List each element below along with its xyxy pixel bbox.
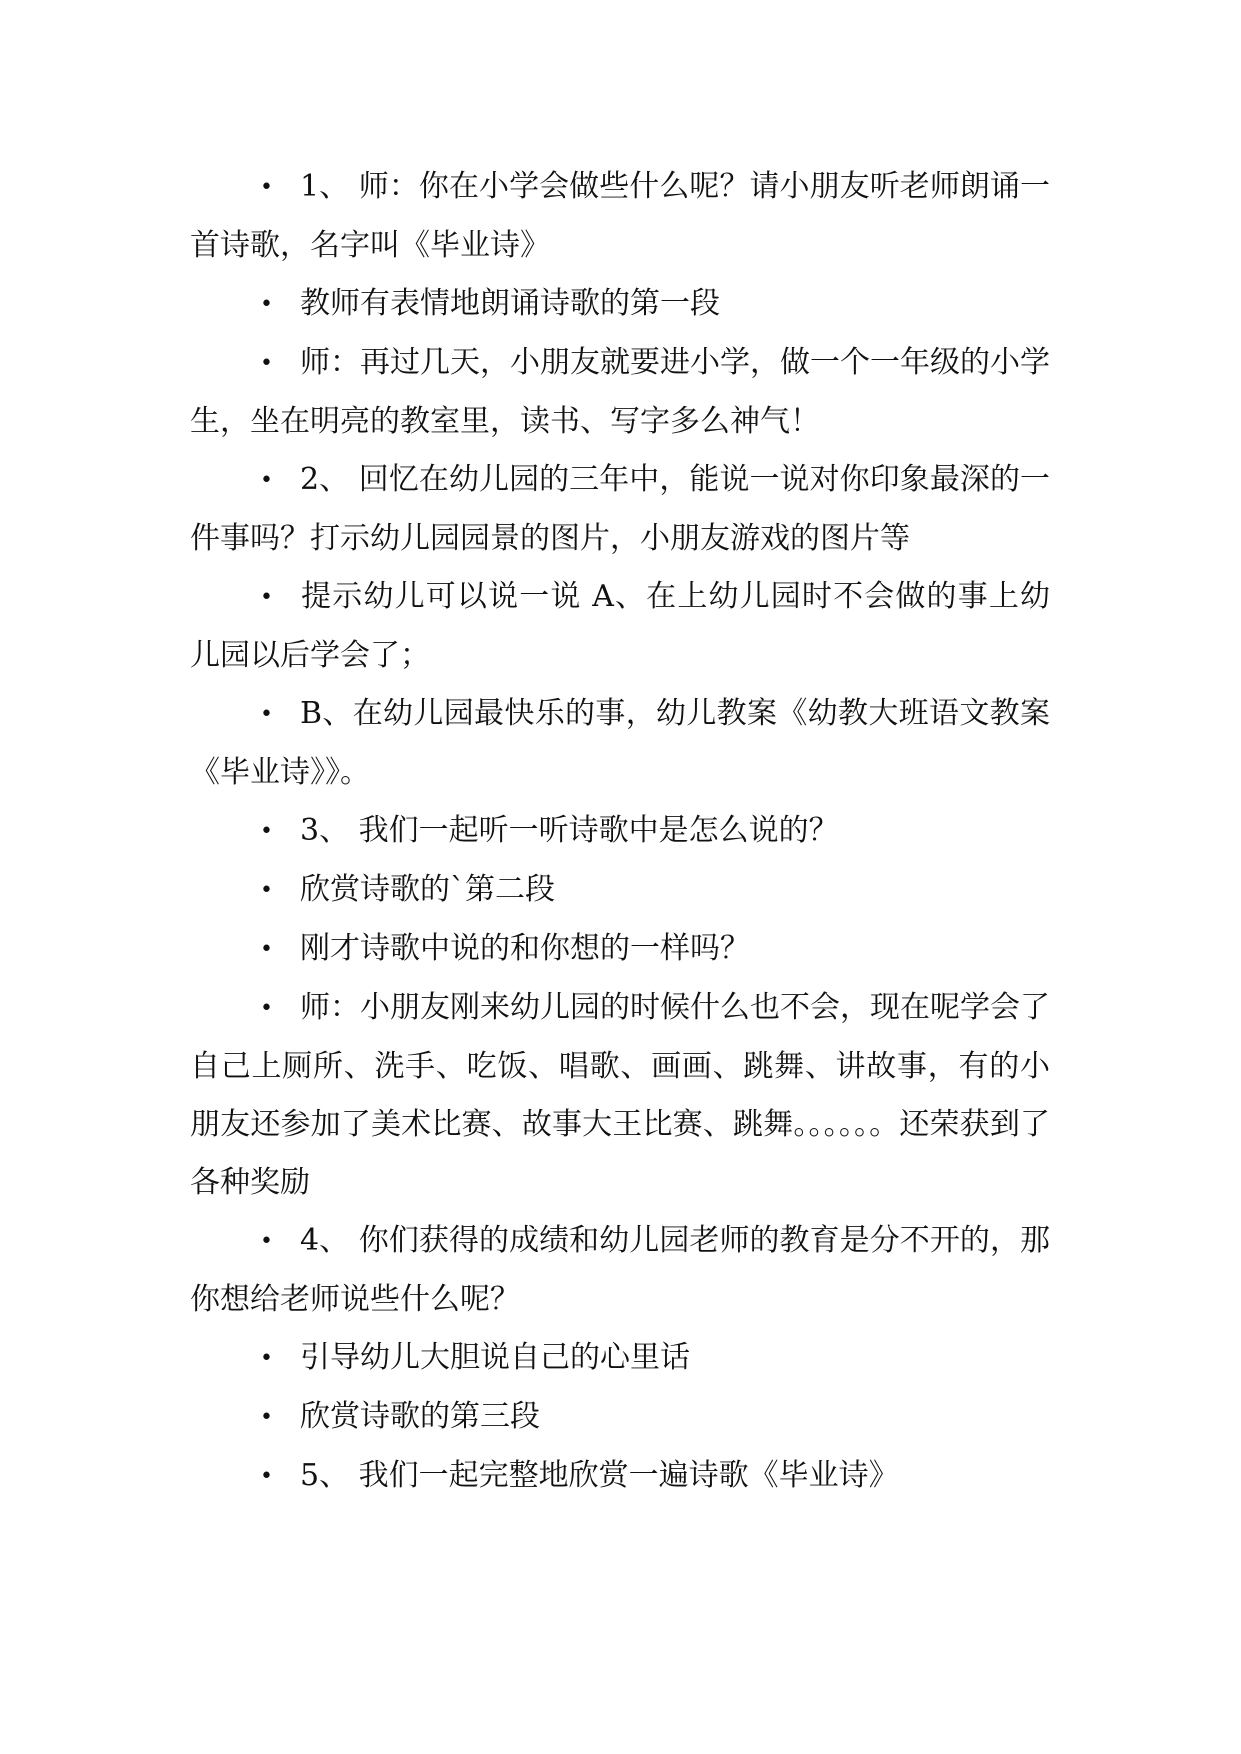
bullet-marker: • — [260, 937, 273, 962]
bullet-marker: • — [260, 878, 273, 903]
paragraph-text: 2、 回忆在幼儿园的三年中，能说一说对你印象最深的一件事吗？打示幼儿园园景的图片，小朋友游戏的图片等 — [190, 462, 1050, 556]
paragraph-10 — [190, 979, 1050, 1212]
paragraph-13 — [190, 1388, 1050, 1447]
paragraph-text: 刚才诗歌中说的和你想的一样吗？ — [300, 931, 750, 966]
paragraph-text: 4、 你们获得的成绩和幼儿园老师的教育是分不开的，那你想给老师说些什么呢？ — [190, 1223, 1050, 1317]
bullet-marker: • — [260, 996, 273, 1021]
paragraph-8 — [190, 861, 1050, 920]
bullet-marker: • — [260, 468, 273, 493]
paragraph-12 — [190, 1329, 1050, 1388]
bullet-marker: • — [260, 819, 273, 844]
paragraph-6 — [190, 685, 1050, 802]
paragraph-text: B、在幼儿园最快乐的事，幼儿教案《幼教大班语文教案 《毕业诗》》。 — [190, 696, 1050, 790]
paragraph-text: 教师有表情地朗诵诗歌的第一段 — [300, 286, 720, 321]
bullet-marker: • — [260, 292, 273, 317]
paragraph-text: 欣赏诗歌的`第二段 — [300, 872, 555, 907]
paragraph-text: 欣赏诗歌的第三段 — [300, 1399, 540, 1434]
bullet-marker: • — [260, 1405, 273, 1430]
paragraph-1 — [190, 158, 1050, 275]
bullet-marker: • — [260, 585, 273, 610]
paragraph-text: 1、 师：你在小学会做些什么呢？请小朋友听老师朗诵一首诗歌，名字叫《毕业诗》 — [190, 169, 1050, 263]
paragraph-9 — [190, 920, 1050, 979]
bullet-marker: • — [260, 351, 273, 376]
paragraph-11 — [190, 1212, 1050, 1329]
paragraph-text: 提示幼儿可以说一说 A、在上幼儿园时不会做的事上幼儿园以后学会了； — [190, 579, 1050, 673]
document-body — [190, 158, 1050, 1506]
paragraph-5 — [190, 568, 1050, 685]
paragraph-text: 3、 我们一起听一听诗歌中是怎么说的？ — [300, 813, 839, 848]
bullet-marker: • — [260, 175, 273, 200]
paragraph-text: 师：小朋友刚来幼儿园的时候什么也不会，现在呢学会了自己上厕所、洗手、吃饭、唱歌、画画、跳舞、讲故事，有的小朋友还参加了美术比赛、故事大王比赛、跳舞。。。。。。还荣获到了各种奖励 — [190, 990, 1050, 1200]
paragraph-text: 5、 我们一起完整地欣赏一遍诗歌《毕业诗》 — [300, 1458, 899, 1493]
paragraph-14 — [190, 1447, 1050, 1506]
paragraph-7 — [190, 802, 1050, 861]
bullet-marker: • — [260, 1229, 273, 1254]
paragraph-text: 引导幼儿大胆说自己的心里话 — [300, 1340, 690, 1375]
paragraph-3 — [190, 334, 1050, 451]
bullet-marker: • — [260, 1346, 273, 1371]
paragraph-4 — [190, 451, 1050, 568]
paragraph-2 — [190, 275, 1050, 334]
paragraph-text: 师：再过几天，小朋友就要进小学，做一个一年级的小学生，坐在明亮的教室里，读书、写字多么神气！ — [190, 345, 1050, 439]
bullet-marker: • — [260, 1464, 273, 1489]
bullet-marker: • — [260, 702, 273, 727]
